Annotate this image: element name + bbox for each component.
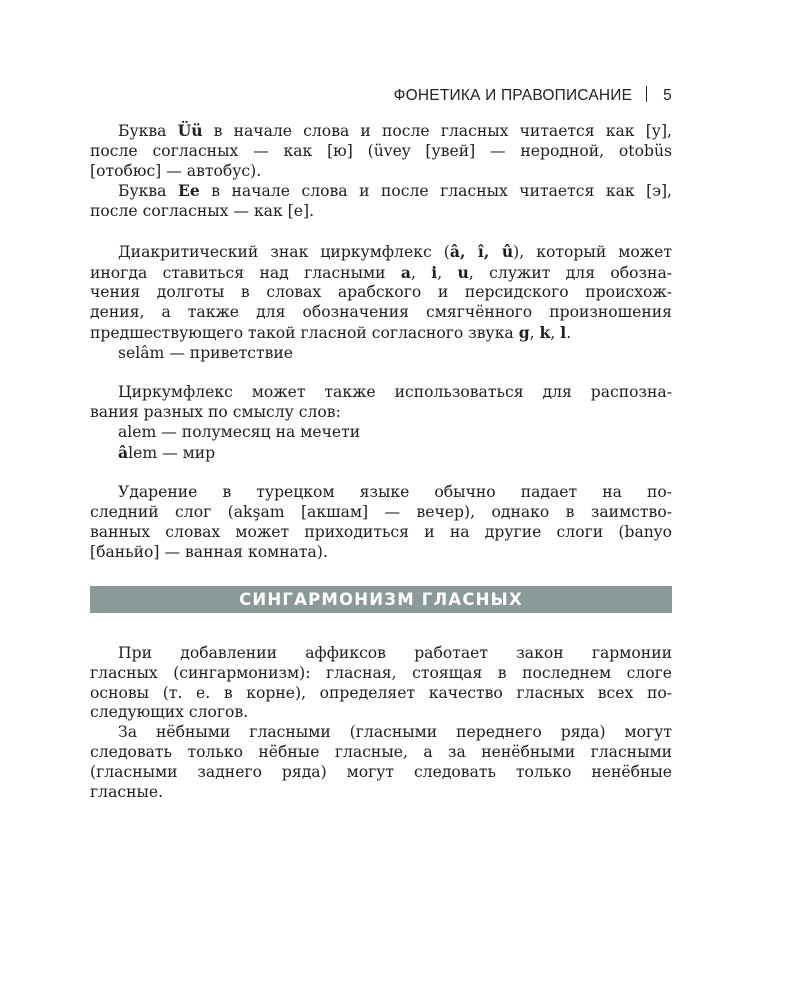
text-line: иногда ставиться над гласными a, i, u, служит для обозна-	[90, 262, 673, 282]
text-line: дения, а также для обозначения смягчённого произношения	[90, 303, 672, 322]
page-number: 5	[663, 87, 672, 104]
text-line: после согласных — как [е].	[90, 202, 315, 221]
text-line: после согласных — как [ю] (üvey [увей] — неродной, otobüs	[90, 141, 672, 160]
body-text-top	[90, 121, 672, 563]
text-line: Циркумфлекс может также использоваться для распозна-	[118, 383, 672, 402]
text-line: следний слог (akşam [акшам] — вечер), однако в заимство-	[90, 503, 672, 522]
section-heading: СИНГАРМОНИЗМ ГЛАСНЫХ	[90, 586, 672, 613]
example-line: alem — полумесяц на мечети	[118, 422, 361, 441]
text-line: При добавлении аффиксов работает закон гармонии	[118, 644, 672, 662]
header-separator	[646, 86, 647, 102]
text-line: ванных словах может приходиться и на другие слоги (banyo	[90, 522, 672, 541]
text-line: следовать только нёбные гласные, а за ненёбными гласными	[90, 742, 672, 761]
text-line: следующих слогов.	[90, 703, 249, 722]
paragraph-palatal-vowels	[90, 723, 672, 802]
text-line: Буква Üü в начале слова и после гласных читается как [у],	[118, 121, 672, 140]
paragraph-circumflex	[90, 242, 672, 344]
text-line: гласные.	[90, 782, 164, 801]
example-line: âlem — мир	[118, 442, 216, 462]
running-header-title: ФОНЕТИКА И ПРАВОПИСАНИЕ	[393, 87, 633, 104]
text-line: чения долготы в словах арабского и персидского происхож-	[90, 283, 672, 302]
paragraph-gap	[90, 464, 672, 484]
letter-highlight: Üü	[177, 121, 203, 140]
example-line: selâm — приветствие	[118, 343, 293, 362]
text-line: Буква Ee в начале слова и после гласных читается как [э],	[118, 181, 672, 201]
text-line: Диакритический знак циркумфлекс (â, î, û), который может	[118, 241, 673, 261]
paragraph-stress	[90, 483, 672, 562]
text-line: основы (т. е. в корне), определяет качество гласных всех по-	[90, 683, 672, 702]
paragraph-gap	[90, 222, 672, 242]
text-line: предшествующего такой гласной согласного звука g, k, l.	[90, 322, 572, 342]
paragraph-vowel-harmony	[90, 644, 672, 723]
text-line: гласных (сингармонизм): гласная, стоящая в последнем слоге	[90, 663, 672, 682]
paragraph-letter-u-umlaut	[90, 121, 672, 181]
paragraph-gap	[90, 364, 672, 384]
letter-highlight: Ee	[177, 181, 200, 201]
text-line: вания разных по смыслу слов:	[90, 403, 341, 422]
text-line: [отобюс] — автобус).	[90, 161, 262, 180]
paragraph-letter-e	[90, 181, 672, 222]
text-line: [баньйо] — ванная комната).	[90, 542, 328, 561]
text-line: (гласными заднего ряда) могут следовать только ненёбные	[90, 762, 672, 781]
paragraph-circumflex-meaning	[90, 383, 672, 423]
text-line: За нёбными гласными (гласными переднего ряда) могут	[118, 723, 672, 742]
text-line: Ударение в турецком языке обычно падает на по-	[118, 483, 672, 502]
running-header	[394, 86, 672, 105]
body-text-section	[90, 644, 672, 802]
